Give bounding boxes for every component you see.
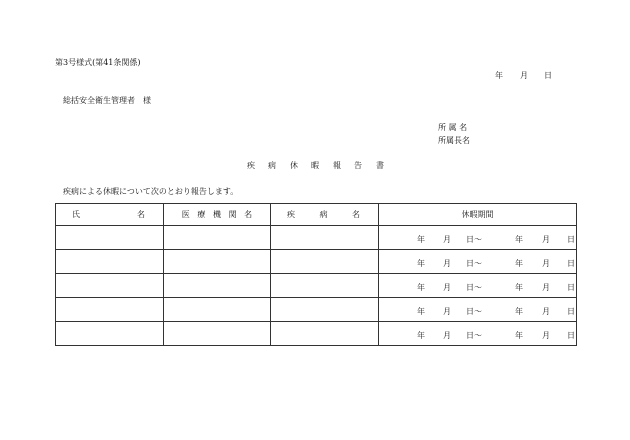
form-number: 第3号様式(第41条関係) [55, 58, 141, 67]
head-label: 所属長名 [438, 136, 470, 145]
period-year-to-label: 年 [515, 331, 523, 340]
date-month-label: 月 [520, 71, 528, 80]
cell-institution[interactable] [164, 250, 271, 274]
period-day-from-label: 日〜 [466, 235, 482, 244]
cell-institution[interactable] [164, 274, 271, 298]
period-month-label: 月 [443, 259, 451, 268]
cell-disease[interactable] [271, 298, 379, 322]
period-year-label: 年 [417, 307, 425, 316]
period-month-to-label: 月 [542, 283, 550, 292]
cell-name[interactable] [56, 322, 164, 346]
intro-text: 疾病による休暇について次のとおり報告します。 [63, 187, 239, 196]
period-fields [379, 298, 576, 321]
cell-name[interactable] [56, 250, 164, 274]
cell-period[interactable] [379, 274, 577, 298]
date-day-label: 日 [544, 71, 552, 80]
cell-institution[interactable] [164, 226, 271, 250]
period-year-label: 年 [417, 235, 425, 244]
period-year-label: 年 [417, 283, 425, 292]
cell-period[interactable] [379, 250, 577, 274]
period-year-label: 年 [417, 259, 425, 268]
title-char: 疾 [247, 161, 255, 170]
cell-disease[interactable] [271, 322, 379, 346]
cell-period[interactable] [379, 322, 577, 346]
cell-name[interactable] [56, 274, 164, 298]
table-row [56, 250, 577, 274]
period-day-to-label: 日 [567, 331, 575, 340]
period-year-to-label: 年 [515, 235, 523, 244]
title-char: 暇 [311, 161, 319, 170]
period-month-to-label: 月 [542, 307, 550, 316]
period-month-to-label: 月 [542, 235, 550, 244]
title-char: 書 [376, 161, 384, 170]
addressee: 総括安全衛生管理者 様 [63, 96, 151, 105]
title-char: 告 [354, 161, 362, 170]
period-day-from-label: 日〜 [466, 259, 482, 268]
period-day-to-label: 日 [567, 235, 575, 244]
period-fields [379, 226, 576, 249]
period-day-to-label: 日 [567, 307, 575, 316]
cell-disease[interactable] [271, 274, 379, 298]
table-row [56, 298, 577, 322]
period-fields [379, 274, 576, 297]
period-day-to-label: 日 [567, 259, 575, 268]
period-day-from-label: 日〜 [466, 283, 482, 292]
cell-institution[interactable] [164, 322, 271, 346]
header-institution: 医 療 機 関 名 [164, 204, 271, 226]
period-fields [379, 322, 576, 345]
cell-period[interactable] [379, 226, 577, 250]
period-month-label: 月 [443, 283, 451, 292]
title-char: 病 [268, 161, 276, 170]
date-year-label: 年 [495, 71, 503, 80]
header-name: 氏 名 [56, 204, 164, 226]
period-day-from-label: 日〜 [466, 307, 482, 316]
period-fields [379, 250, 576, 273]
header-disease: 疾 病 名 [271, 204, 379, 226]
period-month-label: 月 [443, 307, 451, 316]
affiliation-label: 所 属 名 [438, 123, 468, 132]
period-month-to-label: 月 [542, 259, 550, 268]
table-row [56, 322, 577, 346]
table-header-row [56, 204, 577, 226]
title-char: 報 [333, 161, 341, 170]
title-char: 休 [290, 161, 298, 170]
period-year-to-label: 年 [515, 259, 523, 268]
period-day-from-label: 日〜 [466, 331, 482, 340]
cell-disease[interactable] [271, 226, 379, 250]
period-year-to-label: 年 [515, 307, 523, 316]
cell-period[interactable] [379, 298, 577, 322]
table-body [56, 226, 577, 346]
header-period: 休暇期間 [379, 204, 577, 226]
table-row [56, 274, 577, 298]
cell-disease[interactable] [271, 250, 379, 274]
leave-report-table [55, 203, 577, 346]
period-month-to-label: 月 [542, 331, 550, 340]
period-year-to-label: 年 [515, 283, 523, 292]
period-day-to-label: 日 [567, 283, 575, 292]
table-row [56, 226, 577, 250]
period-month-label: 月 [443, 331, 451, 340]
cell-institution[interactable] [164, 298, 271, 322]
cell-name[interactable] [56, 298, 164, 322]
cell-name[interactable] [56, 226, 164, 250]
period-year-label: 年 [417, 331, 425, 340]
period-month-label: 月 [443, 235, 451, 244]
